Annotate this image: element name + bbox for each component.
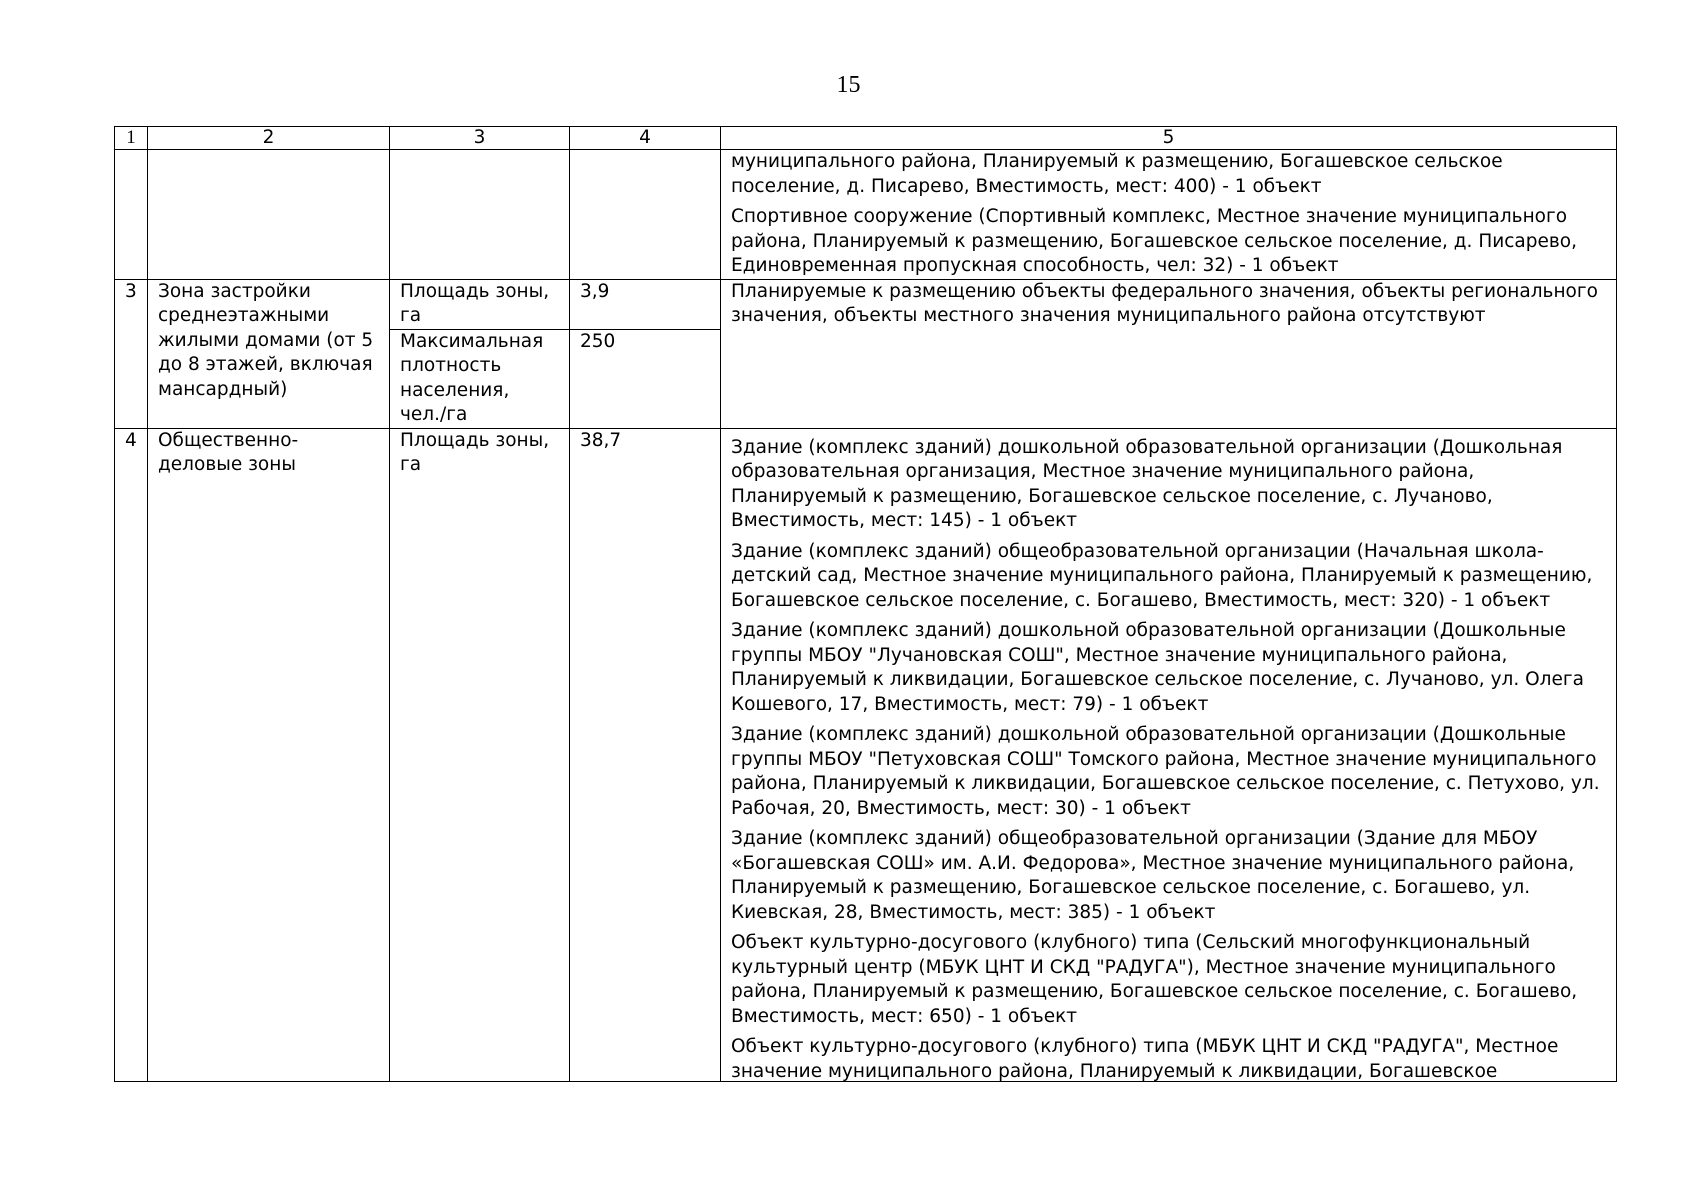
cell-param-value: 250 [570, 329, 721, 428]
cell-param-label: Максимальная плотность населения, чел./га [390, 329, 570, 428]
cell-row-number: 3 [115, 279, 148, 428]
object-entry: Здание (комплекс зданий) общеобразовательной организации (Здание для МБОУ «Богашевская СОШ» им. А.И. Федорова», Местное значение муниципального района, Планируемый к размещению, Богашевское сельское поселение, с. Богашево, ул. Киевская, 28, Вместимость, мест: 385) - 1 объект [731, 828, 1575, 923]
header-col-1: 1 [115, 127, 148, 150]
cell-zone-name: Общественно-деловые зоны [148, 428, 390, 1082]
object-entry: муниципального района, Планируемый к размещению, Богашевское сельское поселение, д. Писарево, Вместимость, мест: 400) - 1 объект [731, 151, 1503, 197]
cell-param-value: 38,7 [570, 428, 721, 1082]
header-col-5: 5 [721, 127, 1617, 150]
page-number: 15 [836, 72, 861, 98]
cell-zone-name: Зона застройки среднеэтажными жилыми домами (от 5 до 8 этажей, включая мансардный) [148, 279, 390, 428]
zones-table [114, 126, 1617, 1082]
table-header-row [115, 127, 1617, 150]
header-col-2: 2 [148, 127, 390, 150]
cell-empty [148, 150, 390, 280]
cell-row-number: 4 [115, 428, 148, 1082]
object-entry: Объект культурно-досугового (клубного) типа (Сельский многофункциональный культурный центр (МБУК ЦНТ И СКД "РАДУГА"), Местное значение муниципального района, Планируемый к размещению, Богашевское сельское поселение, с. Богашево, Вместимость, мест: 650) - 1 объект [731, 932, 1578, 1027]
cell-param-label: Площадь зоны, га [390, 428, 570, 1082]
object-entry: Здание (комплекс зданий) дошкольной образовательной организации (Дошкольная образовательная организация, Местное значение муниципального района, Планируемый к размещению, Богашевское сельское поселение, с. Лучаново, Вместимость, мест: 145) - 1 объект [731, 436, 1563, 531]
object-entry: Здание (комплекс зданий) дошкольной образовательной организации (Дошкольные группы МБОУ "Лучановская СОШ", Местное значение муниципального района, Планируемый к ликвидации, Богашевское сельское поселение, с. Лучаново, ул. Олега Кошевого, 17, Вместимость, мест: 79) - 1 объект [731, 620, 1584, 715]
object-entry: Здание (комплекс зданий) дошкольной образовательной организации (Дошкольные группы МБОУ "Петуховская СОШ" Томского района, Местное значение муниципального района, Планируемый к ликвидации, Богашевское сельское поселение, с. Петухово, ул. Рабочая, 20, Вместимость, мест: 30) - 1 объект [731, 724, 1600, 819]
table-row-zone-3 [115, 279, 1617, 329]
header-col-4: 4 [570, 127, 721, 150]
object-entry: Здание (комплекс зданий) общеобразовательной организации (Начальная школа-детский сад, Местное значение муниципального района, Планируемый к размещению, Богашевское сельское поселение, с. Богашево, Вместимость, мест: 320) - 1 объект [731, 540, 1593, 611]
header-col-3: 3 [390, 127, 570, 150]
cell-empty [390, 150, 570, 280]
cell-empty [115, 150, 148, 280]
cell-objects: Планируемые к размещению объекты федерального значения, объекты регионального значения, объекты местного значения муниципального района отсутствуют [721, 279, 1617, 428]
cell-param-value: 3,9 [570, 279, 721, 329]
cell-empty [570, 150, 721, 280]
object-entry: Объект культурно-досугового (клубного) типа (МБУК ЦНТ И СКД "РАДУГА", Местное значение муниципального района, Планируемый к ликвидации, Богашевское [731, 1036, 1559, 1081]
cell-objects [721, 150, 1617, 280]
cell-param-label: Площадь зоны, га [390, 279, 570, 329]
table-row-zone-4 [115, 428, 1617, 1082]
object-entry: Спортивное сооружение (Спортивный комплекс, Местное значение муниципального района, Планируемый к размещению, Богашевское сельское поселение, д. Писарево, Единовременная пропускная способность, чел: 32) - 1 объект [731, 206, 1577, 276]
table-row-continuation [115, 150, 1617, 280]
cell-objects [721, 428, 1617, 1082]
